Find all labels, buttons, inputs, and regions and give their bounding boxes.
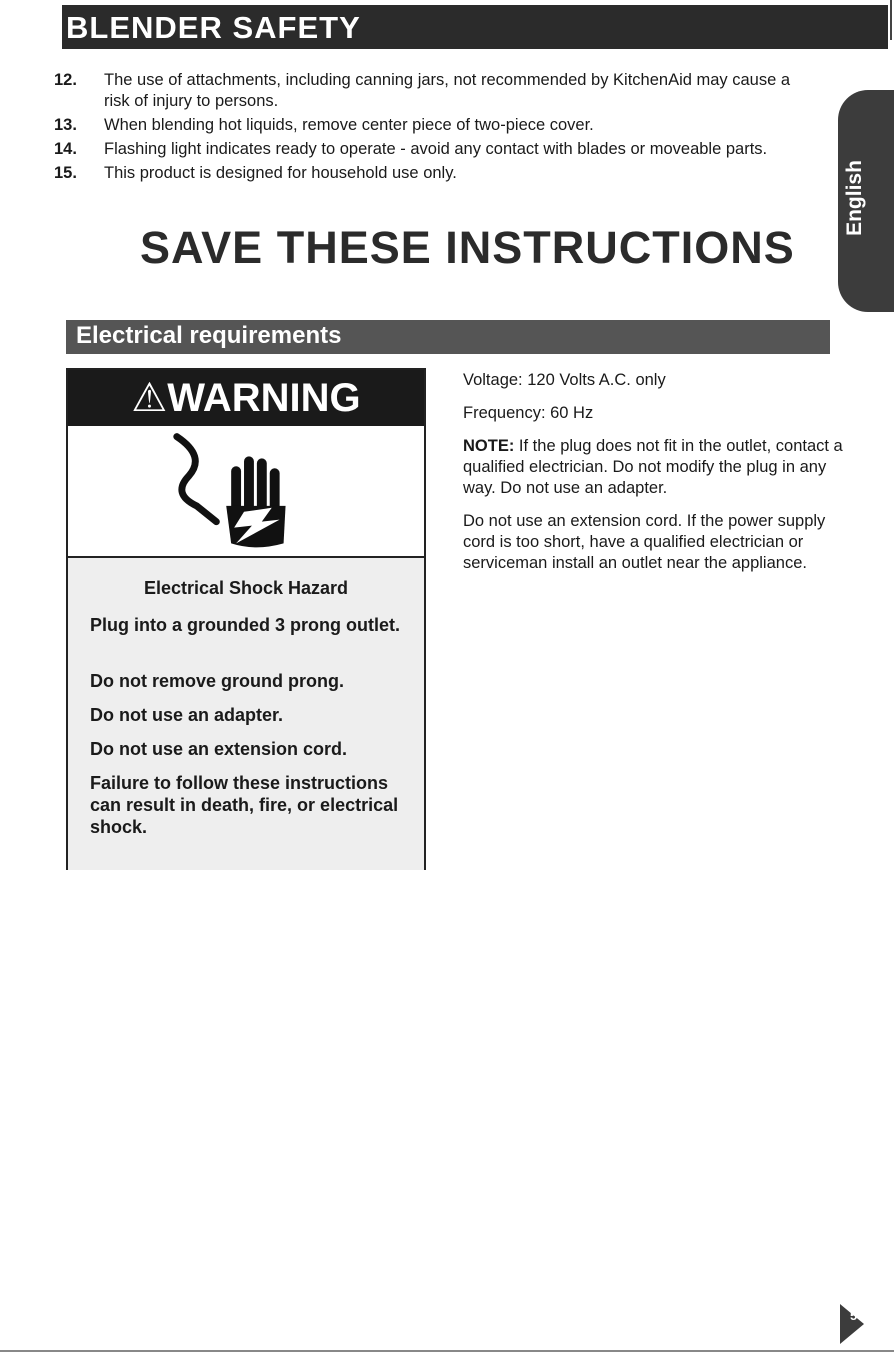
page-title: BLENDER SAFETY bbox=[66, 10, 361, 45]
item-number: 13. bbox=[54, 116, 77, 134]
item-text: The use of attachments, including canning jars, not recommended by KitchenAid may cause a risk of injury to persons. bbox=[104, 71, 791, 110]
section-title: Electrical requirements bbox=[76, 322, 342, 349]
item-number: 15. bbox=[54, 164, 77, 182]
save-instructions-heading: SAVE THESE INSTRUCTIONS bbox=[140, 222, 795, 273]
electrical-requirements-text bbox=[463, 370, 843, 586]
note-paragraph bbox=[463, 436, 843, 499]
language-tab-label: English bbox=[843, 160, 866, 236]
item-text: This product is designed for household use only. bbox=[104, 164, 457, 182]
hazard-title: Electrical Shock Hazard bbox=[143, 578, 349, 598]
list-item bbox=[52, 70, 812, 112]
warning-line: Plug into a grounded 3 prong outlet. bbox=[90, 615, 400, 635]
bottom-rule bbox=[0, 1350, 894, 1352]
list-item bbox=[52, 115, 812, 136]
warning-triangle-icon: ⚠ bbox=[131, 376, 168, 420]
warning-line: Failure to follow these instructions can result in death, fire, or electrical shock. bbox=[90, 773, 399, 837]
voltage-text: Voltage: 120 Volts A.C. only bbox=[463, 371, 666, 389]
note-label: NOTE: bbox=[463, 437, 515, 455]
frequency-text: Frequency: 60 Hz bbox=[463, 404, 594, 422]
item-number: 14. bbox=[54, 140, 77, 158]
warning-line: Do not use an extension cord. bbox=[90, 739, 348, 759]
edge-rule bbox=[890, 0, 892, 40]
list-item bbox=[52, 163, 812, 184]
note-text: If the plug does not fit in the outlet, contact a qualified electrician. Do not modify the plug in any way. Do not use an adapter. bbox=[463, 437, 843, 497]
item-text: Flashing light indicates ready to operate - avoid any contact with blades or moveable parts. bbox=[104, 140, 768, 158]
item-text: When blending hot liquids, remove center piece of two-piece cover. bbox=[104, 116, 594, 134]
safety-list bbox=[52, 70, 812, 187]
list-item bbox=[52, 139, 812, 160]
extension-paragraph: Do not use an extension cord. If the power supply cord is too short, have a qualified electrician or serviceman install an outlet near the appliance. bbox=[463, 512, 826, 572]
shock-hazard-icon bbox=[68, 426, 424, 556]
warning-line: Do not use an adapter. bbox=[90, 705, 284, 725]
page-number: 5 bbox=[850, 1308, 858, 1323]
warning-header bbox=[68, 370, 424, 426]
warning-heading: WARNING bbox=[167, 376, 361, 420]
warning-box bbox=[66, 368, 426, 870]
item-number: 12. bbox=[54, 71, 77, 89]
warning-text-area bbox=[68, 556, 424, 870]
warning-line: Do not remove ground prong. bbox=[90, 671, 344, 691]
